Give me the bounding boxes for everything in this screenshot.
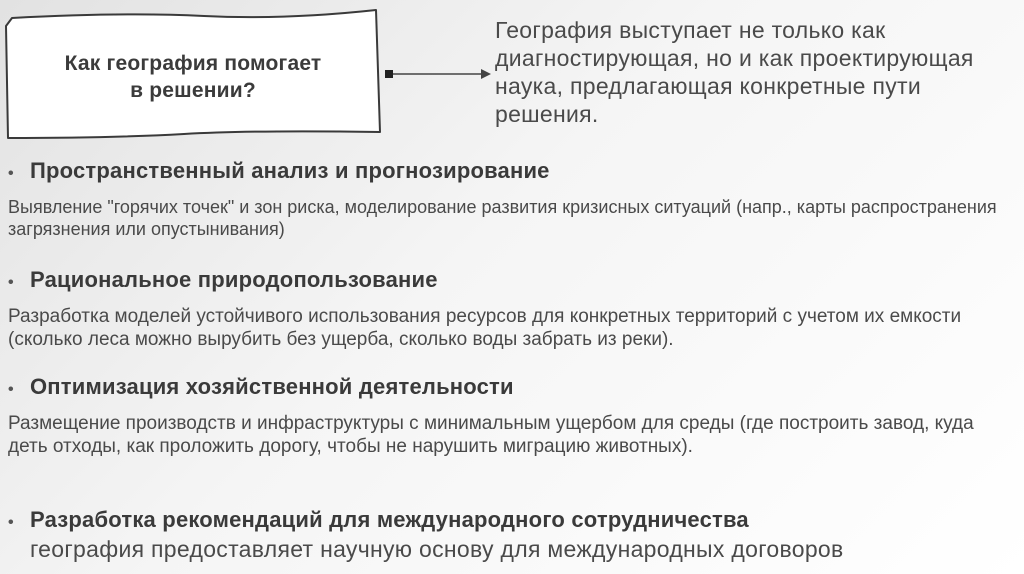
section-description: Выявление "горячих точек" и зон риска, моделирование развития кризисных ситуаций (напр., карты распространения загрязнения или опустынивания) xyxy=(8,197,997,239)
section-heading xyxy=(8,374,1008,400)
question-box xyxy=(4,6,382,140)
arrow-head-icon xyxy=(481,69,491,79)
section-heading xyxy=(8,267,1008,293)
section-nature-management xyxy=(8,267,1008,351)
section-international-cooperation xyxy=(8,507,1008,533)
section-spatial-analysis xyxy=(8,158,1008,240)
section-description: Размещение производств и инфраструктуры с минимальным ущербом для среды (где построить завод, куда деть отходы, как проложить дорогу, чтобы не нарушить миграцию животных). xyxy=(8,413,974,457)
section-heading-text: Оптимизация хозяйственной деятельности xyxy=(30,374,514,399)
answer-text: География выступает не только как диагностирующая, но и как проектирующая наука, предлагающая конкретные пути решения. xyxy=(495,17,974,127)
connector-square xyxy=(385,70,393,78)
section-heading-text: Разработка рекомендаций для международного сотрудничества xyxy=(30,507,749,532)
section-economic-optimization xyxy=(8,374,1008,458)
arrow-connector xyxy=(385,64,493,84)
section-heading-text: Пространственный анализ и прогнозирование xyxy=(30,158,550,183)
question-title xyxy=(4,50,382,104)
question-line-2: в решении? xyxy=(130,79,256,102)
section-heading-text: Рациональное природопользование xyxy=(30,267,438,292)
section-heading xyxy=(8,507,1008,533)
section-description: Разработка моделей устойчивого использования ресурсов для конкретных территорий с учетом их емкости (сколько леса можно вырубить без ущерба, сколько воды забрать из реки). xyxy=(8,306,962,350)
section-heading xyxy=(8,158,1008,184)
bullet-icon: • xyxy=(8,381,14,398)
question-line-1: Как география помогает xyxy=(64,52,322,75)
section-description: география предоставляет научную основу для международных договоров xyxy=(30,536,844,562)
bullet-icon: • xyxy=(8,274,14,291)
bullet-icon: • xyxy=(8,165,14,182)
bullet-icon: • xyxy=(8,514,14,531)
